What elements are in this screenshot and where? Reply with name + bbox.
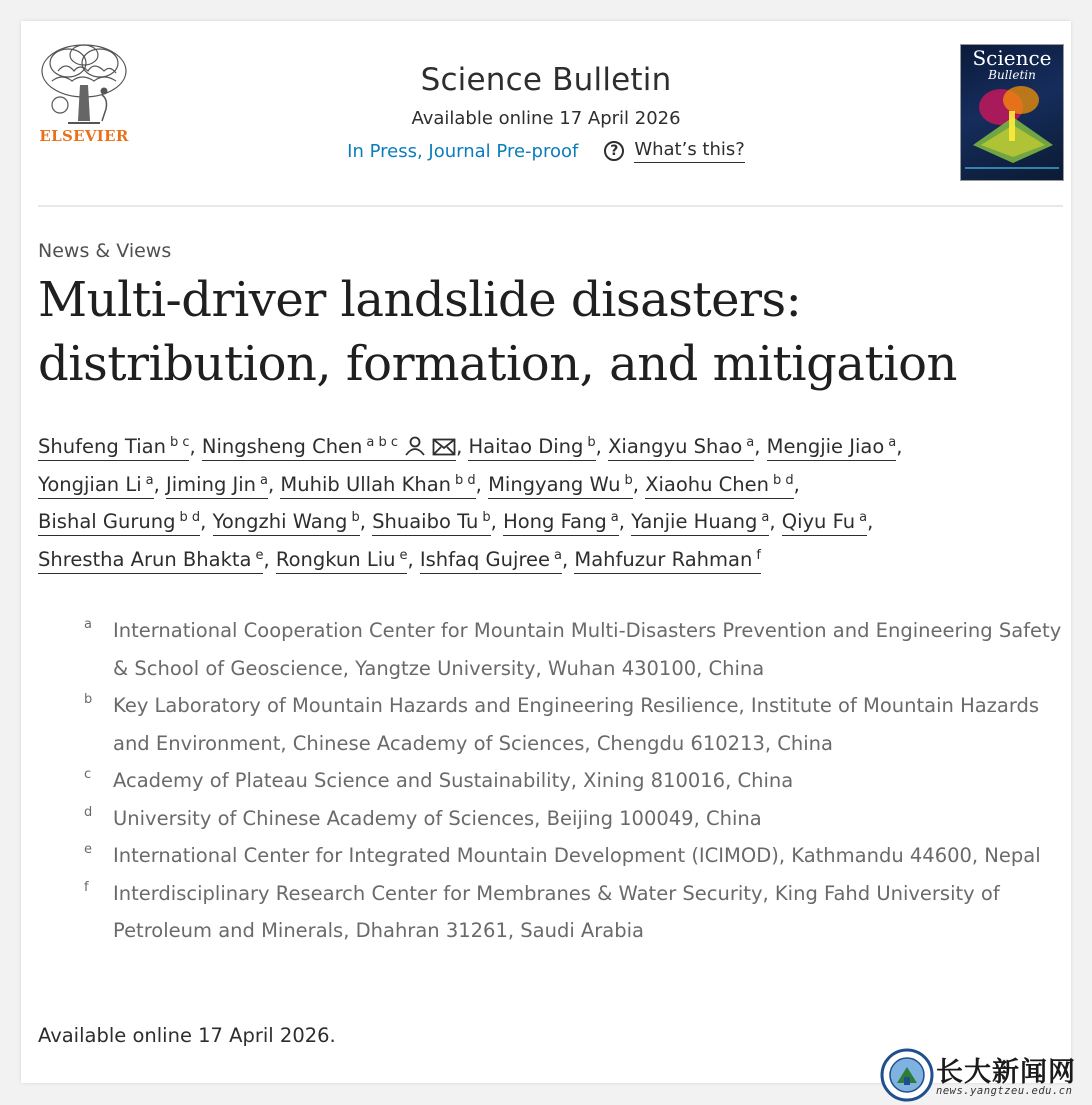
author-link[interactable] (574, 548, 760, 574)
cover-title: Science (972, 46, 1052, 70)
affiliation-text: Key Laboratory of Mountain Hazards and Engineering Resilience, Institute of Mountain Hazards and Environment, Chinese Academy of Sciences, Chengdu 610213, China (113, 694, 1040, 755)
author-name: Ningsheng Chen (201, 435, 363, 458)
article-category: News & Views (38, 240, 172, 262)
author-link[interactable] (166, 473, 268, 499)
author-name: Qiyu Fu (781, 510, 856, 533)
author-name: Yongzhi Wang (212, 510, 348, 533)
status-row (300, 139, 792, 163)
affiliation-item (84, 875, 1064, 950)
author-link[interactable] (213, 510, 360, 536)
author-link[interactable] (767, 435, 897, 461)
author-affiliation-marks: b c (169, 435, 190, 450)
author-link[interactable] (420, 548, 562, 574)
author-name: Shufeng Tian (38, 435, 166, 458)
affiliation-text: International Cooperation Center for Mountain Multi-Disasters Prevention and Engineering Safety & School of Geoscience, Yangtze University, Wuhan 430100, China (113, 619, 1062, 680)
author-list: Shufeng Tian $^{b c}$, Ningsheng Chen $^{a b c}$ , Haitao Ding $^b$, Xiangyu Shao $^a$, Mengjie Jiao $^a$, Yongjian Li $^a$, Jiming Jin $^a$, Muhib Ullah Khan $^{b d}$, Mingyang Wu $^b$, Xiaohu Chen $^{b d}$, Bishal Gurung $^{b d}$, Yongzhi Wang $^b$, Shuaibo Tu $^b$, Hong Fang $^a$, Yanjie Huang $^a$, Qiyu Fu $^a$, Shrestha Arun Bhakta $^e$, Rongkun Liu $^e$, Ishfaq Gujree $^a$, Mahfuzur Rahman $^f$ (38, 428, 1058, 578)
author-affiliation-marks: a (145, 472, 154, 488)
affiliation-item (84, 837, 1064, 875)
author-link[interactable] (38, 510, 200, 536)
journal-cover-image[interactable] (960, 44, 1064, 181)
author-affiliation-marks: b (624, 472, 633, 488)
author-name: Yongjian Li (38, 472, 142, 496)
author-link[interactable] (782, 510, 867, 536)
affiliation-label: c (84, 767, 92, 782)
article-title: Multi-driver landslide disasters: distribution, formation, and mitigation (38, 272, 957, 392)
author-link[interactable] (280, 473, 475, 499)
news-watermark (880, 1046, 1092, 1105)
available-online-footer: Available online 17 April 2026. (38, 1024, 336, 1047)
author-name: Shrestha Arun Bhakta (38, 547, 252, 571)
watermark-url: news.yangtzeu.edu.cn (936, 1085, 1073, 1097)
university-seal-icon (880, 1047, 934, 1103)
affiliation-text: International Center for Integrated Mountain Development (ICIMOD), Kathmandu 44600, Nepal (113, 844, 1041, 867)
author-link[interactable] (38, 473, 154, 499)
author-name: Yanjie Huang (631, 510, 758, 533)
author-link[interactable] (38, 435, 189, 461)
author-name: Mahfuzur Rahman (574, 547, 753, 571)
elsevier-wordmark: ELSEVIER (39, 127, 129, 145)
author-affiliation-marks: a (610, 510, 619, 525)
author-name: Shuaibo Tu (372, 510, 479, 533)
affiliation-label: e (84, 842, 92, 857)
author-name: Hong Fang (503, 510, 607, 533)
journal-title[interactable]: Science Bulletin (420, 62, 672, 98)
author-affiliation-marks: a (554, 547, 562, 563)
author-affiliation-marks: e (399, 547, 408, 563)
author-affiliation-marks: b d (773, 472, 794, 488)
author-link[interactable] (38, 548, 263, 574)
author-affiliation-marks: f (756, 547, 761, 563)
author-name: Jiming Jin (166, 472, 257, 496)
author-affiliation-marks: b (351, 510, 360, 525)
author-affiliation-marks: a (260, 472, 269, 488)
cover-art-icon (961, 45, 1063, 180)
help-circle-icon: ? (604, 141, 624, 161)
author-link[interactable] (645, 473, 794, 499)
author-affiliation-marks: a b c (366, 435, 399, 450)
affiliation-label: f (84, 879, 89, 895)
author-link[interactable] (503, 510, 619, 536)
affiliation-item (84, 687, 1064, 762)
affiliation-text: Academy of Plateau Science and Sustainability, Xining 810016, China (113, 769, 794, 792)
affiliation-label: a (84, 617, 92, 632)
header-divider (38, 205, 1063, 207)
watermark-site-name: 长大新闻网 (936, 1057, 1076, 1088)
author-name: Xiaohu Chen (645, 472, 770, 496)
elsevier-tree-icon (38, 41, 130, 127)
affiliation-text: Interdisciplinary Research Center for Membranes & Water Security, King Fahd University of Petroleum and Minerals, Dhahran 31261, Saudi Arabia (113, 881, 1000, 942)
elsevier-logo[interactable] (38, 41, 130, 145)
author-affiliation-marks: e (255, 547, 264, 563)
author-link[interactable] (608, 435, 754, 461)
affiliation-list (84, 612, 1064, 950)
author-name: Haitao Ding (468, 435, 584, 458)
affiliation-label: b (84, 692, 93, 707)
affiliation-item (84, 800, 1064, 838)
author-link[interactable] (488, 473, 633, 499)
author-link[interactable] (276, 548, 408, 574)
author-affiliation-marks: a (761, 510, 770, 525)
whats-this-button[interactable] (604, 139, 745, 163)
author-affiliation-marks: b (482, 510, 491, 525)
author-name: Mengjie Jiao (766, 435, 885, 458)
author-name: Muhib Ullah Khan (280, 472, 452, 496)
person-icon (404, 436, 426, 456)
email-icon (432, 438, 456, 456)
in-press-status: In Press, Journal Pre-proof (347, 140, 579, 162)
affiliation-item (84, 612, 1064, 687)
author-affiliation-marks: b d (455, 472, 476, 488)
affiliation-item (84, 762, 1064, 800)
author-link[interactable] (631, 510, 769, 536)
author-name: Bishal Gurung (38, 510, 176, 533)
author-affiliation-marks: b d (179, 510, 201, 525)
affiliation-text: University of Chinese Academy of Sciences, Beijing 100049, China (113, 806, 762, 830)
whats-this-label: What’s this? (634, 139, 745, 163)
author-affiliation-marks: b (587, 435, 596, 450)
author-affiliation-marks: a (888, 435, 897, 450)
author-link[interactable] (202, 435, 456, 461)
author-name: Mingyang Wu (488, 472, 621, 496)
author-name: Rongkun Liu (275, 547, 396, 571)
author-affiliation-marks: a (859, 510, 868, 525)
affiliation-label: d (84, 804, 93, 820)
author-name: Ishfaq Gujree (419, 547, 551, 571)
author-name: Xiangyu Shao (608, 435, 743, 458)
author-link[interactable] (468, 435, 595, 461)
journal-header (300, 60, 792, 163)
cover-subtitle: Bulletin (988, 68, 1036, 82)
author-affiliation-marks: a (746, 435, 755, 450)
author-link[interactable] (372, 510, 491, 536)
available-online-date: Available online 17 April 2026 (411, 108, 681, 129)
